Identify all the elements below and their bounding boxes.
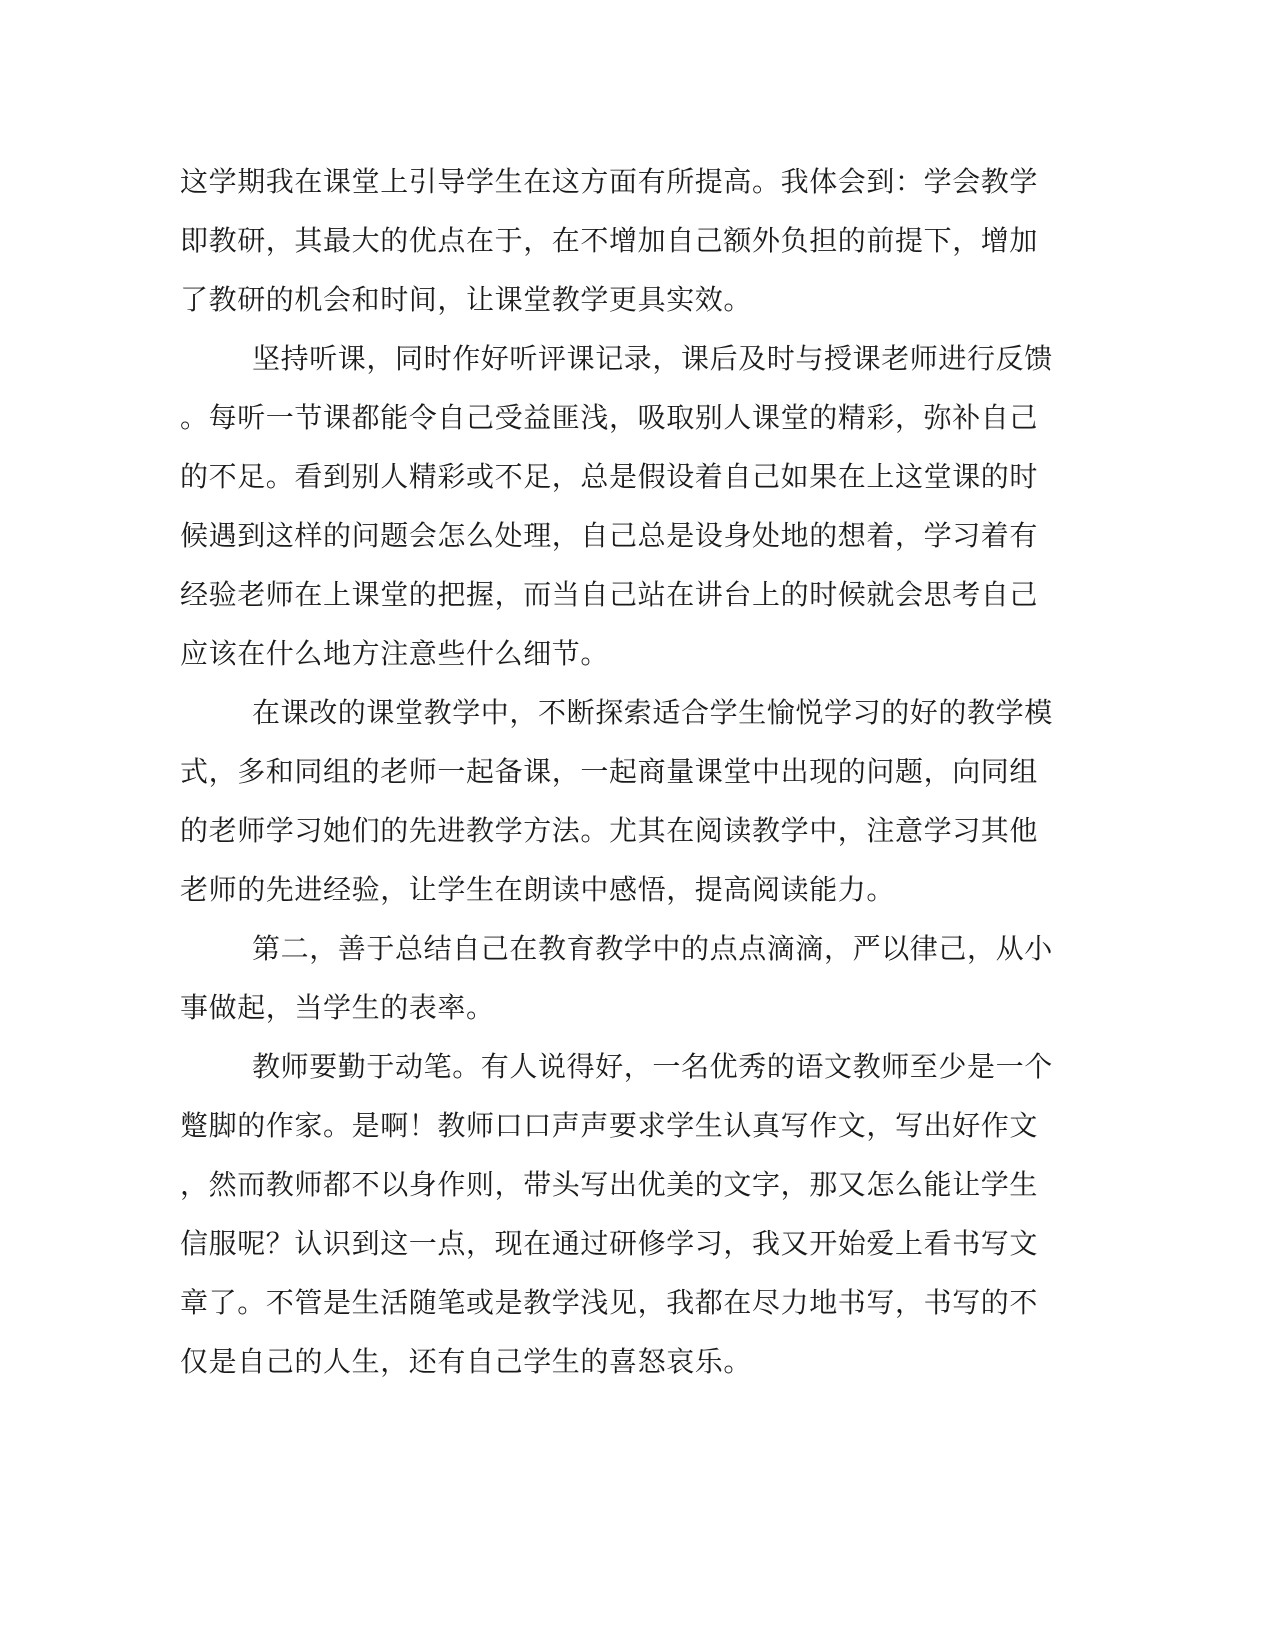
text-line: 在课改的课堂教学中，不断探索适合学生愉悦学习的好的教学模: [252, 696, 1053, 729]
text-line: 事做起，当学生的表率。: [180, 991, 495, 1024]
text-line: 候遇到这样的问题会怎么处理，自己总是设身处地的想着，学习着有: [180, 519, 1039, 552]
text-line: 信服呢？认识到这一点，现在通过研修学习，我又开始爱上看书写文: [180, 1227, 1039, 1260]
text-line: 。每听一节课都能令自己受益匪浅，吸取别人课堂的精彩，弥补自己: [180, 401, 1039, 434]
text-line: 即教研，其最大的优点在于，在不增加自己额外负担的前提下，增加: [180, 224, 1039, 257]
text-line: 应该在什么地方注意些什么细节。: [180, 637, 610, 670]
text-line: 仅是自己的人生，还有自己学生的喜怒哀乐。: [180, 1345, 753, 1378]
paragraph-1: [180, 152, 1039, 329]
text-line: 了教研的机会和时间，让课堂教学更具实效。: [180, 283, 753, 316]
text-line: 坚持听课，同时作好听评课记录，课后及时与授课老师进行反馈: [252, 342, 1053, 375]
paragraph-5: [180, 1037, 1053, 1391]
text-line: 老师的先进经验，让学生在朗读中感悟，提高阅读能力。: [180, 873, 896, 906]
text-line: 章了。不管是生活随笔或是教学浅见，我都在尽力地书写，书写的不: [180, 1286, 1039, 1319]
text-line: 这学期我在课堂上引导学生在这方面有所提高。我体会到：学会教学: [180, 165, 1039, 198]
paragraph-2: [180, 329, 1053, 683]
text-line: 第二，善于总结自己在教育教学中的点点滴滴，严以律己，从小: [252, 932, 1053, 965]
text-line: ，然而教师都不以身作则，带头写出优美的文字，那又怎么能让学生: [180, 1168, 1039, 1201]
text-line: 的不足。看到别人精彩或不足，总是假设着自己如果在上这堂课的时: [180, 460, 1039, 493]
text-line: 教师要勤于动笔。有人说得好，一名优秀的语文教师至少是一个: [252, 1050, 1053, 1083]
text-line: 经验老师在上课堂的把握，而当自己站在讲台上的时候就会思考自己: [180, 578, 1039, 611]
paragraph-3: [180, 683, 1053, 919]
paragraph-4: [180, 919, 1053, 1037]
document-body: [180, 152, 1053, 1391]
text-line: 式，多和同组的老师一起备课，一起商量课堂中出现的问题，向同组: [180, 755, 1039, 788]
text-line: 蹩脚的作家。是啊！教师口口声声要求学生认真写作文，写出好作文: [180, 1109, 1039, 1142]
text-line: 的老师学习她们的先进教学方法。尤其在阅读教学中，注意学习其他: [180, 814, 1039, 847]
